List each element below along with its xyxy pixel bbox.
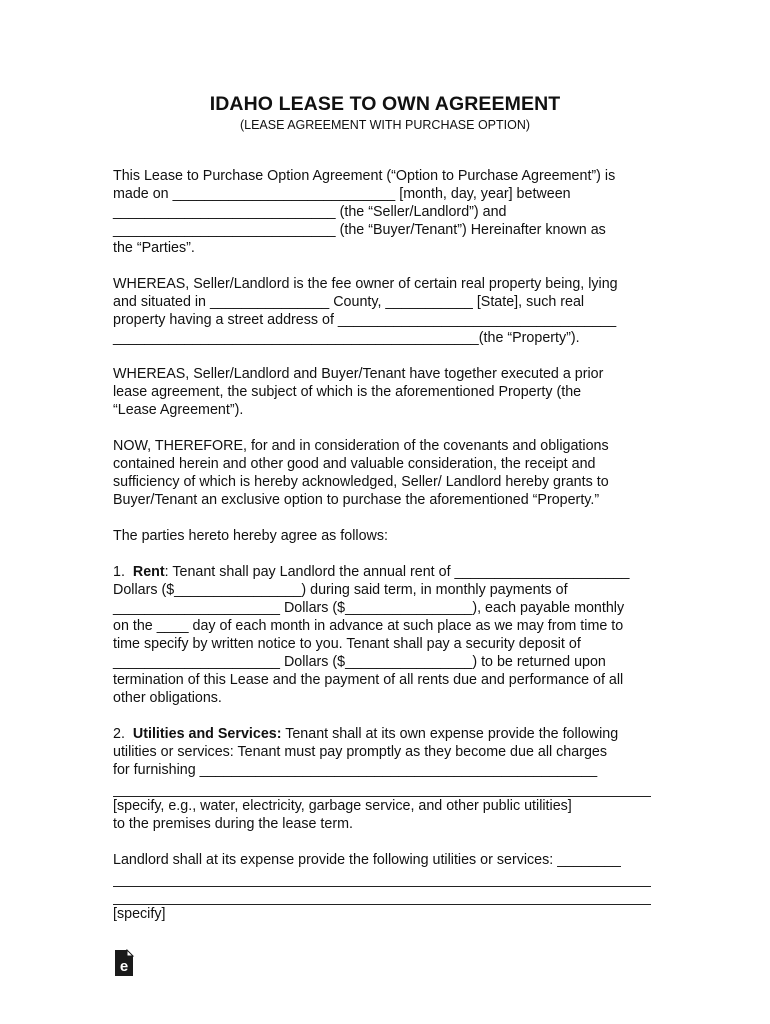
text-line: to the premises during the lease term. xyxy=(113,816,353,832)
text-line: ____________________________ (the “Seller/Landlord”) and xyxy=(113,204,507,220)
text-line: utilities or services: Tenant must pay promptly as they become due all charges xyxy=(113,744,608,760)
text-line xyxy=(113,725,673,743)
utilities-section xyxy=(113,725,673,833)
text-line: WHEREAS, Seller/Landlord is the fee owner of certain real property being, lying xyxy=(113,276,618,292)
intro-paragraph xyxy=(113,167,673,257)
text-line: on the ____ day of each month in advance at such place as we may from time to xyxy=(113,618,624,634)
text-line: termination of this Lease and the payment of all rents due and performance of all xyxy=(113,672,624,688)
text-line: WHEREAS, Seller/Landlord and Buyer/Tenant have together executed a prior xyxy=(113,366,604,382)
text-line: the “Parties”. xyxy=(113,240,195,256)
page-title: IDAHO LEASE TO OWN AGREEMENT xyxy=(209,93,561,115)
svg-text:e: e xyxy=(119,958,129,975)
text-line: Landlord shall at its expense provide the following utilities or services: ________ xyxy=(113,852,621,868)
document-body xyxy=(113,167,673,941)
text-line: lease agreement, the subject of which is the aforementioned Property (the xyxy=(113,384,582,400)
blank-fill-line xyxy=(113,779,651,797)
text-line: “Lease Agreement”). xyxy=(113,402,244,418)
eforms-logo-icon xyxy=(113,949,135,982)
blank-fill-line xyxy=(113,869,651,887)
text-line: contained herein and other good and valuable consideration, the receipt and xyxy=(113,456,596,472)
section-heading: Utilities and Services: xyxy=(132,726,282,742)
whereas-paragraph-2 xyxy=(113,365,673,419)
text-line: Dollars ($________________) during said term, in monthly payments of xyxy=(113,582,568,598)
section-heading: Rent xyxy=(132,564,165,580)
text-line: Buyer/Tenant an exclusive option to purchase the aforementioned “Property.” xyxy=(113,492,600,508)
now-therefore-paragraph xyxy=(113,437,673,509)
section-number: 1. xyxy=(113,564,125,580)
text-span: : Tenant shall pay Landlord the annual rent of ______________________ xyxy=(164,564,630,580)
blank-fill-line xyxy=(113,887,651,905)
text-line: [specify, e.g., water, electricity, garbage service, and other public utilities] xyxy=(113,798,572,814)
text-line: made on ____________________________ [month, day, year] between xyxy=(113,186,571,202)
whereas-paragraph-1 xyxy=(113,275,673,347)
section-number: 2. xyxy=(113,726,125,742)
text-line: for furnishing __________________________________________________ xyxy=(113,762,598,778)
text-line: time specify by written notice to you. Tenant shall pay a security deposit of xyxy=(113,636,581,652)
text-line: _____________________ Dollars ($________________), each payable monthly xyxy=(113,600,625,616)
text-line: The parties hereto hereby agree as follows: xyxy=(113,528,388,544)
agree-paragraph xyxy=(113,527,673,545)
text-line: and situated in _______________ County, ___________ [State], such real xyxy=(113,294,585,310)
text-line: _____________________ Dollars ($________________) to be returned upon xyxy=(113,654,606,670)
text-line: other obligations. xyxy=(113,690,222,706)
text-line: ______________________________________________(the “Property”). xyxy=(113,330,580,346)
text-line: sufficiency of which is hereby acknowledged, Seller/ Landlord hereby grants to xyxy=(113,474,609,490)
rent-section xyxy=(113,563,673,707)
text-line xyxy=(113,563,673,581)
text-line: NOW, THEREFORE, for and in consideration of the covenants and obligations xyxy=(113,438,609,454)
text-line: [specify] xyxy=(113,906,166,922)
text-line: property having a street address of ___________________________________ xyxy=(113,312,617,328)
text-line: ____________________________ (the “Buyer/Tenant”) Hereinafter known as xyxy=(113,222,606,238)
text-line: This Lease to Purchase Option Agreement (“Option to Purchase Agreement”) is xyxy=(113,168,616,184)
landlord-utilities-paragraph xyxy=(113,851,673,923)
page-subtitle: (LEASE AGREEMENT WITH PURCHASE OPTION) xyxy=(239,118,531,132)
text-span: Tenant shall at its own expense provide the following xyxy=(281,726,619,742)
